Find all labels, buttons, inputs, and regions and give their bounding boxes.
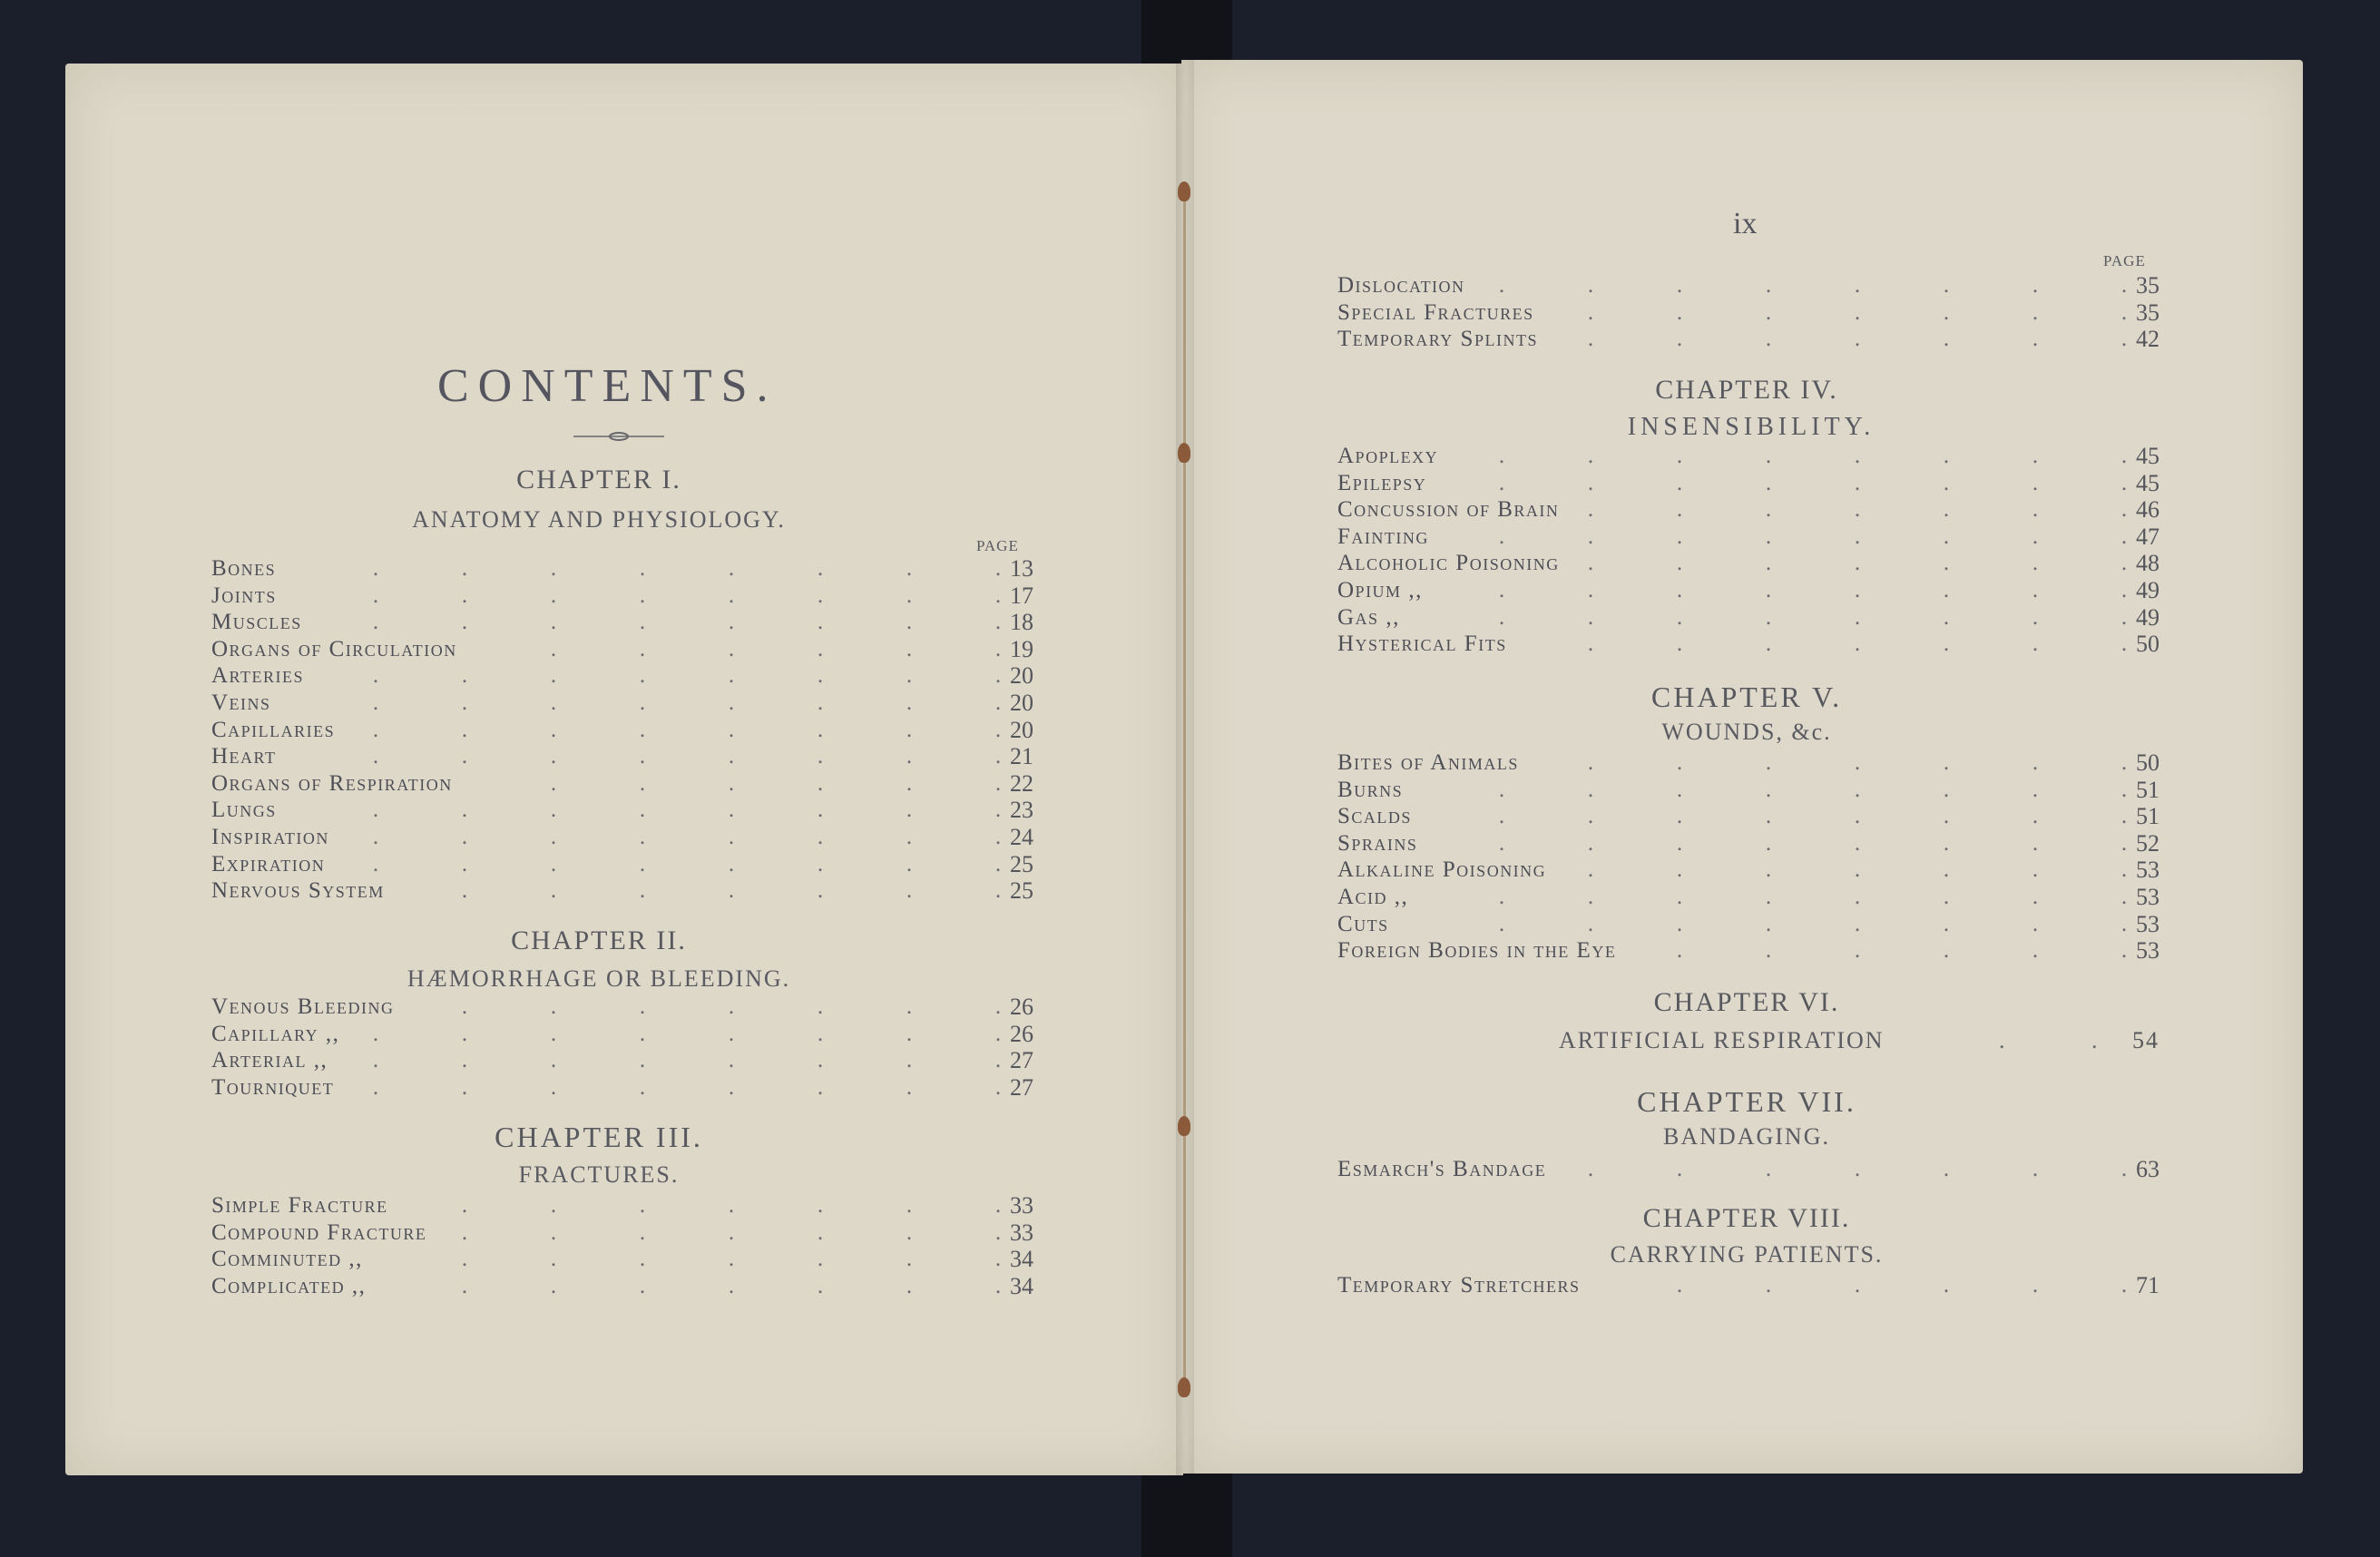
toc-entry (1337, 299, 2160, 327)
leader-dots: . . . . . . . (1587, 327, 2128, 352)
leader-dots: . . . . . . (1676, 1273, 2128, 1298)
toc-entry-page: 50 (2136, 749, 2160, 776)
leader-dots: . . . . . . . . (372, 1021, 1002, 1046)
chapter-heading: CHAPTER III. (495, 1121, 703, 1153)
toc-entry-label: Compound Fracture (211, 1219, 427, 1245)
leader-dots: . . . . . . . . (1498, 604, 2128, 630)
toc-entry (1337, 857, 2160, 884)
toc-entry (211, 824, 1033, 851)
toc-entry-label: Muscles (211, 610, 302, 635)
toc-entry-label: Venous Bleeding (211, 994, 395, 1019)
toc-entry-page: 71 (2136, 1272, 2160, 1298)
toc-entry-label: Opium ,, (1337, 577, 1423, 602)
leader-dots: . . . . . . . . (372, 1048, 1002, 1073)
toc-entry-page: 13 (1010, 555, 1033, 582)
toc-entry-label: Concussion of Brain (1337, 497, 1560, 523)
toc-entry-page: 27 (1010, 1047, 1033, 1074)
toc-entry-page: 20 (1010, 716, 1033, 743)
binding-knot (1178, 1377, 1190, 1397)
leader-dots: . . (1999, 1027, 2100, 1053)
leader-dots: . . . . . . . . (1498, 524, 2128, 549)
chapter-1-entries (211, 555, 1033, 905)
page-column-header: PAGE (2103, 252, 2146, 269)
leader-dots: . . . . . . (550, 770, 1002, 796)
toc-entry-page: 53 (2136, 937, 2160, 965)
toc-entry-label: Comminuted ,, (211, 1247, 363, 1272)
toc-entry-page: 53 (2136, 857, 2160, 884)
toc-entry-page: 26 (1010, 1020, 1033, 1047)
toc-entry-label: Hysterical Fits (1337, 632, 1507, 657)
toc-entry (1337, 1272, 2160, 1299)
toc-entry (1337, 1156, 2160, 1183)
toc-entry-label: Alkaline Poisoning (1337, 857, 1547, 883)
leader-dots: . . . . . . . . (1498, 804, 2128, 829)
toc-entry (211, 877, 1033, 905)
toc-entry (211, 770, 1033, 798)
toc-entry (211, 636, 1033, 663)
toc-entry (211, 1021, 1033, 1048)
leader-dots: . . . . . . . . (1498, 444, 2128, 468)
toc-entry-page: 22 (1010, 769, 1033, 797)
toc-entry-page: 46 (2136, 496, 2160, 524)
chapter-heading: CHAPTER IV. (1655, 375, 1838, 405)
leader-dots: . . . . . . . . (372, 717, 1002, 742)
toc-entry-page: 52 (2136, 829, 2160, 857)
toc-entry (211, 583, 1033, 610)
toc-entry (1337, 604, 2160, 632)
leader-dots: . . . . . . . (461, 1219, 1002, 1245)
toc-entry-label: Temporary Stretchers (1337, 1273, 1581, 1298)
leader-dots: . . . . . . . . (1498, 577, 2128, 602)
toc-entry-label: Arterial ,, (211, 1048, 328, 1073)
toc-entry-page: 27 (1010, 1073, 1033, 1101)
leader-dots: . . . . . . . . (1498, 830, 2128, 856)
toc-entry-label: Joints (211, 583, 277, 608)
toc-entry-page: 25 (1010, 850, 1033, 877)
leader-dots: . . . . . . . . (372, 610, 1002, 635)
toc-entry (211, 609, 1033, 636)
chapter-7-entries (1337, 1156, 2160, 1183)
chapter-3-entries (211, 1192, 1033, 1299)
leader-dots: . . . . . . . (461, 1247, 1002, 1272)
toc-entry-label: Foreign Bodies in the Eye (1337, 938, 1617, 964)
chapter-heading: CHAPTER II. (511, 925, 687, 955)
toc-entry (1337, 937, 2160, 965)
toc-entry (211, 662, 1033, 690)
toc-entry (1337, 830, 2160, 857)
toc-entry (211, 1074, 1033, 1102)
leader-dots: . . . . . . . (1587, 551, 2128, 576)
toc-entry-page: 63 (2136, 1156, 2160, 1182)
leader-dots: . . . . . . . . (372, 798, 1002, 823)
toc-entry-label: Bites of Animals (1337, 750, 1519, 775)
toc-entry (211, 994, 1033, 1021)
toc-entry-page: 26 (1010, 994, 1033, 1020)
toc-entry (1337, 803, 2160, 830)
contents-title: CONTENTS. (437, 360, 778, 412)
toc-entry-label: Special Fractures (1337, 299, 1534, 325)
toc-entry-label: Lungs (211, 798, 277, 823)
leader-dots: . . . . . . . (1587, 1157, 2128, 1181)
chapter-8-entries (1337, 1272, 2160, 1299)
leader-dots: . . . . . . (550, 636, 1002, 661)
toc-entry (1337, 577, 2160, 604)
toc-entry (1337, 326, 2160, 353)
toc-entry-page: 23 (1010, 797, 1033, 824)
toc-entry-page: 48 (2136, 550, 2160, 577)
toc-entry-page: 35 (2136, 272, 2160, 299)
toc-entry-label: Cuts (1337, 911, 1389, 936)
toc-entry-page: 34 (1010, 1272, 1033, 1299)
toc-entry-label: Apoplexy (1337, 444, 1439, 468)
chapter-subtitle: HÆMORRHAGE OR BLEEDING. (406, 965, 791, 992)
leader-dots: . . . . . . (1676, 938, 2128, 964)
leader-dots: . . . . . . . . (372, 744, 1002, 769)
toc-entry-page: 24 (1010, 823, 1033, 850)
toc-entry-label: Scalds (1337, 804, 1412, 829)
toc-entry-page: 49 (2136, 603, 2160, 631)
toc-entry (211, 797, 1033, 824)
leader-dots: . . . . . . . . (1498, 470, 2128, 495)
toc-entry (211, 743, 1033, 770)
leader-dots: . . . . . . . . (372, 1074, 1002, 1100)
toc-entry-label: Epilepsy (1337, 470, 1427, 495)
toc-entry (211, 555, 1033, 583)
toc-entry-page: 21 (1010, 743, 1033, 770)
toc-entry-page: 53 (2136, 883, 2160, 910)
toc-entry (211, 1273, 1033, 1300)
chapter-subtitle: ANATOMY AND PHYSIOLOGY. (412, 506, 786, 533)
toc-entry (211, 1047, 1033, 1074)
toc-entry (1337, 524, 2160, 551)
leader-dots: . . . . . . . . (372, 583, 1002, 608)
leader-dots: . . . . . . . (1587, 750, 2128, 775)
toc-entry-page: 18 (1010, 609, 1033, 636)
toc-entry-page: 45 (2136, 469, 2160, 496)
toc-entry-label: Temporary Splints (1337, 327, 1538, 352)
toc-entry-label: Complicated ,, (211, 1273, 367, 1298)
chapter-heading: CHAPTER I. (516, 465, 681, 495)
page-number-ref: 54 (2132, 1027, 2160, 1053)
chapter-heading: CHAPTER VI. (1653, 987, 1840, 1017)
leader-dots: . . . . . . . . (1498, 273, 2128, 298)
chapter-heading: CHAPTER VIII. (1642, 1203, 1851, 1233)
toc-entry-label: Veins (211, 690, 271, 715)
toc-entry (1337, 749, 2160, 777)
toc-entry-label: Heart (211, 744, 277, 769)
chapter-subtitle: BANDAGING. (1663, 1123, 1830, 1150)
leader-dots: . . . . . . . . (372, 663, 1002, 689)
leader-dots: . . . . . . . (461, 1193, 1002, 1218)
toc-entry-label: Capillary ,, (211, 1021, 340, 1046)
leader-dots: . . . . . . . (1587, 497, 2128, 523)
toc-entry-page: 49 (2136, 576, 2160, 603)
toc-entry (211, 1219, 1033, 1247)
toc-entry-label: Alcoholic Poisoning (1337, 551, 1560, 576)
toc-entry (1337, 884, 2160, 911)
toc-entry-page: 17 (1010, 582, 1033, 609)
leader-dots: . . . . . . . . (1498, 777, 2128, 802)
leader-dots: . . . . . . . . (372, 851, 1002, 876)
toc-entry-label: Simple Fracture (211, 1193, 388, 1218)
toc-entry (211, 690, 1033, 717)
leader-dots: . . . . . . . (1587, 299, 2128, 325)
toc-entry (1337, 777, 2160, 804)
toc-entry-label: Burns (1337, 777, 1404, 802)
toc-entry (211, 1246, 1033, 1273)
toc-entry-label: Expiration (211, 851, 326, 876)
toc-entry-label: Acid ,, (1337, 884, 1409, 909)
toc-entry-label: Bones (211, 556, 277, 581)
toc-entry-page: 42 (2136, 326, 2160, 353)
leader-dots: . . . . . . . . (1498, 911, 2128, 936)
toc-entry-page: 35 (2136, 299, 2160, 326)
continued-entries (1337, 272, 2160, 353)
toc-entry (211, 717, 1033, 744)
toc-entry-page: 25 (1010, 877, 1033, 905)
toc-entry-label: Fainting (1337, 524, 1429, 549)
chapter-subtitle: ARTIFICIAL RESPIRATION (1559, 1027, 1885, 1053)
toc-entry-label: Esmarch's Bandage (1337, 1157, 1547, 1181)
leader-dots: . . . . . . . (461, 994, 1002, 1019)
toc-entry-label: Nervous System (211, 878, 385, 904)
toc-entry (1337, 550, 2160, 577)
chapter-5-entries (1337, 749, 2160, 965)
page-column-header: PAGE (976, 537, 1019, 554)
toc-entry-page: 51 (2136, 803, 2160, 830)
toc-entry-label: Sprains (1337, 830, 1418, 856)
toc-entry-page: 45 (2136, 443, 2160, 469)
toc-entry-page: 47 (2136, 523, 2160, 550)
toc-entry-label: Inspiration (211, 824, 329, 849)
leader-dots: . . . . . . . (461, 878, 1002, 904)
binding-knot (1178, 1116, 1190, 1136)
toc-entry-label: Gas ,, (1337, 604, 1400, 630)
leader-dots: . . . . . . . . (372, 824, 1002, 849)
toc-entry-page: 33 (1010, 1192, 1033, 1219)
toc-entry (1337, 911, 2160, 938)
chapter-4-entries (1337, 443, 2160, 658)
toc-entry-label: Organs of Respiration (211, 770, 453, 796)
toc-entry-page: 53 (2136, 910, 2160, 937)
chapter-subtitle: FRACTURES. (518, 1161, 680, 1188)
toc-entry-page: 33 (1010, 1219, 1033, 1246)
toc-entry-label: Tourniquet (211, 1074, 335, 1100)
toc-entry (1337, 470, 2160, 497)
toc-entry-page: 34 (1010, 1246, 1033, 1273)
binding-knot (1178, 443, 1190, 463)
leader-dots: . . . . . . . . (372, 690, 1002, 715)
toc-entry (1337, 496, 2160, 524)
chapter-subtitle: WOUNDS, &c. (1661, 719, 1832, 745)
toc-entry-label: Capillaries (211, 717, 336, 742)
chapter-subtitle: INSENSIBILITY. (1627, 413, 1876, 441)
leader-dots: . . . . . . . (1587, 857, 2128, 883)
toc-entry-page: 19 (1010, 635, 1033, 662)
leader-dots: . . . . . . . . (1498, 884, 2128, 909)
chapter-subtitle: CARRYING PATIENTS. (1610, 1241, 1884, 1268)
toc-entry (211, 851, 1033, 878)
toc-entry-page: 20 (1010, 662, 1033, 690)
leader-dots: . . . . . . . . (372, 556, 1002, 581)
binding-knot (1178, 181, 1190, 201)
toc-entry-label: Arteries (211, 663, 304, 689)
chapter-heading: CHAPTER V. (1650, 681, 1843, 713)
toc-entry-page: 20 (1010, 689, 1033, 716)
leader-dots: . . . . . . . (461, 1273, 1002, 1298)
toc-entry (1337, 272, 2160, 299)
ornament-divider (573, 430, 664, 443)
toc-entry (1337, 631, 2160, 658)
toc-entry (211, 1192, 1033, 1219)
toc-entry-page: 50 (2136, 631, 2160, 658)
chapter-heading: CHAPTER VII. (1637, 1085, 1856, 1118)
toc-entry-page: 51 (2136, 776, 2160, 803)
toc-entry-label: Organs of Circulation (211, 636, 457, 661)
toc-entry-label: Dislocation (1337, 273, 1465, 298)
leader-dots: . . . . . . . (1587, 632, 2128, 657)
toc-entry (1337, 443, 2160, 470)
binding-thread (1183, 181, 1186, 1388)
page-number: ix (1733, 207, 1758, 240)
chapter-2-entries (211, 994, 1033, 1101)
